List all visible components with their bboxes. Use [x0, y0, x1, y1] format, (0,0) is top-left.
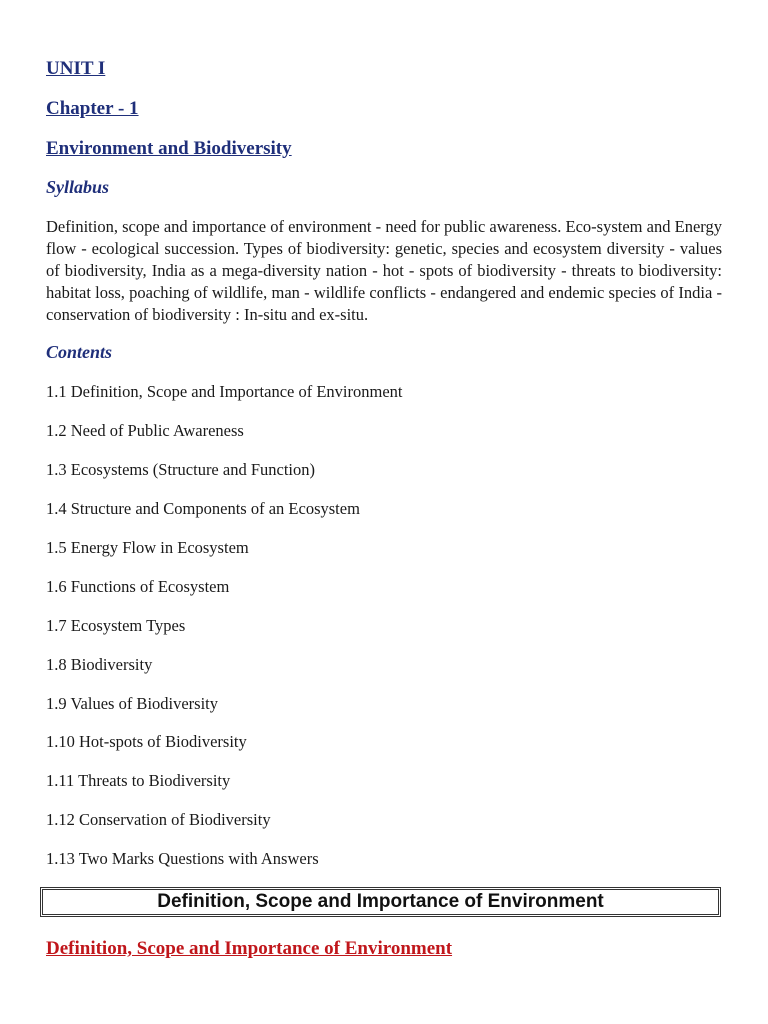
contents-item: 1.9 Values of Biodiversity	[46, 693, 219, 713]
contents-item: 1.5 Energy Flow in Ecosystem	[46, 537, 249, 557]
contents-item: 1.1 Definition, Scope and Importance of Environment	[46, 382, 403, 401]
contents-item: 1.7 Ecosystem Types	[46, 615, 186, 635]
contents-item: 1.12 Conservation of Biodiversity	[46, 810, 271, 830]
contents-item: 1.11 Threats to Biodiversity	[46, 771, 231, 791]
syllabus-heading: Syllabus	[46, 177, 110, 197]
contents-item: 1.10 Hot-spots of Biodiversity	[46, 732, 247, 752]
chapter-topic-title: Environment and Biodiversity	[46, 138, 292, 159]
contents-list	[46, 381, 403, 887]
contents-heading: Contents	[46, 342, 113, 362]
contents-item: 1.4 Structure and Components of an Ecosystem	[46, 498, 360, 518]
syllabus-paragraph: Definition, scope and importance of environment - need for public awareness. Eco-system and Energy flow - ecological succession. Types of biodiversity: genetic, species and ecosystem diversity - values of biodiversity, India as a mega-diversity nation - hot - spots of biodiversity - threats to biodiversity: habitat loss, poaching of wildlife, man - wildlife conflicts - endangered and endemic species of India - conservation of biodiversity : In-situ and ex-situ.	[46, 217, 722, 324]
contents-item: 1.6 Functions of Ecosystem	[46, 576, 230, 596]
contents-item: 1.8 Biodiversity	[46, 654, 153, 674]
section-boxed-title: Definition, Scope and Importance of Environment	[40, 887, 721, 917]
unit-title: UNIT I	[46, 58, 106, 79]
section-sub-heading: Definition, Scope and Importance of Environment	[46, 938, 453, 959]
contents-item: 1.3 Ecosystems (Structure and Function)	[46, 459, 315, 479]
contents-item: 1.13 Two Marks Questions with Answers	[46, 849, 319, 869]
contents-item: 1.2 Need of Public Awareness	[46, 420, 244, 440]
chapter-title: Chapter - 1	[46, 98, 139, 119]
